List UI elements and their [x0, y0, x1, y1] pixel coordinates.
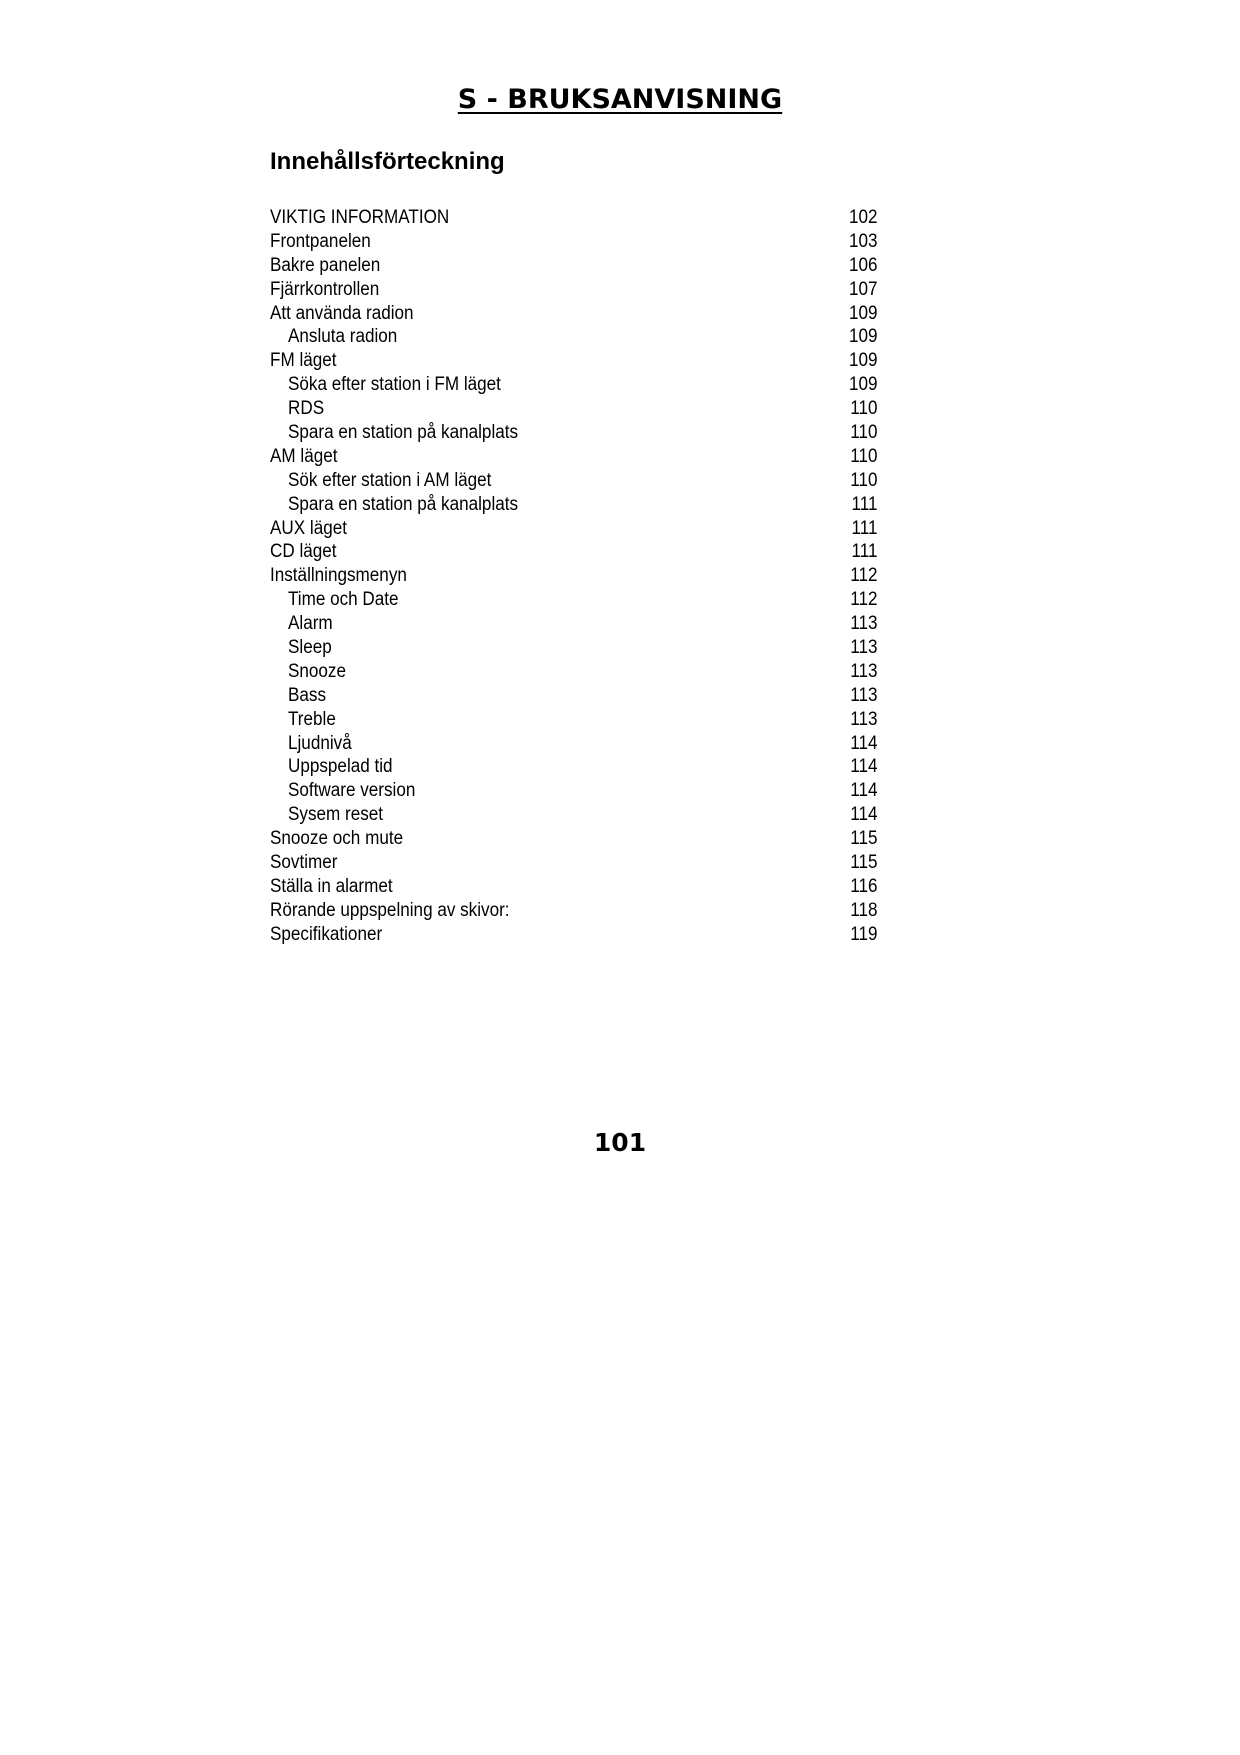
- toc-entry: [270, 588, 878, 612]
- toc-entry-page: 113: [850, 637, 878, 659]
- toc-entry-page: 113: [850, 660, 878, 682]
- toc-entry-page: 112: [850, 565, 878, 587]
- toc-entry-page: 109: [848, 302, 878, 324]
- document-heading: [0, 84, 1240, 115]
- toc-entry-page: 103: [848, 230, 878, 252]
- toc-entry-page: 112: [850, 589, 878, 611]
- toc-entry-page: 113: [850, 684, 878, 706]
- toc-entry: [270, 732, 878, 756]
- toc-entry-page: 116: [850, 875, 878, 897]
- toc-entry: [270, 851, 878, 875]
- toc-entry-page: 115: [850, 828, 878, 850]
- toc-entry: [270, 827, 878, 851]
- toc-entry-label: Ansluta radion: [288, 326, 398, 348]
- toc-entry: [270, 349, 878, 373]
- toc-entry-label: Spara en station på kanalplats: [288, 422, 519, 444]
- toc-entry: [270, 469, 878, 493]
- toc-entry-page: 114: [850, 780, 878, 802]
- toc-entry-label: Snooze: [288, 660, 347, 682]
- toc-entry-page: 102: [848, 207, 878, 228]
- toc-entry: [270, 684, 878, 708]
- toc-entry: [270, 564, 878, 588]
- toc-entry: [270, 421, 878, 445]
- toc-entry-label: Alarm: [288, 613, 333, 635]
- toc-entry-page: 110: [850, 469, 878, 491]
- toc-title: Innehållsförteckning: [270, 148, 505, 175]
- toc-entry-label: Sysem reset: [288, 804, 384, 826]
- toc-entry-label: Software version: [288, 780, 416, 802]
- toc-entry: [270, 445, 878, 469]
- toc-entry: [270, 899, 878, 923]
- toc-entry-label: CD läget: [270, 541, 337, 563]
- toc-entry-label: Sök efter station i AM läget: [288, 469, 492, 491]
- toc-entry: [270, 875, 878, 899]
- toc-entry-label: RDS: [288, 398, 325, 420]
- toc-entry-label: Spara en station på kanalplats: [288, 493, 519, 515]
- toc-entry-page: 118: [850, 899, 878, 921]
- toc-entry-label: VIKTIG INFORMATION: [270, 207, 450, 228]
- table-of-contents: [270, 206, 878, 947]
- toc-entry-label: AUX läget: [270, 517, 347, 539]
- toc-entry: [270, 660, 878, 684]
- toc-entry-page: 114: [850, 732, 878, 754]
- toc-entry-label: Sovtimer: [270, 852, 338, 874]
- toc-entry-page: 109: [848, 374, 878, 396]
- toc-entry-page: 111: [851, 493, 878, 515]
- toc-entry: [270, 540, 878, 564]
- toc-entry: [270, 278, 878, 302]
- toc-entry-page: 107: [848, 278, 878, 300]
- toc-entry: [270, 254, 878, 278]
- toc-entry-label: Söka efter station i FM läget: [288, 374, 501, 396]
- toc-entry-page: 110: [850, 445, 878, 467]
- toc-entry: [270, 803, 878, 827]
- toc-entry: [270, 517, 878, 541]
- toc-entry: [270, 636, 878, 660]
- toc-entry: [270, 302, 878, 326]
- toc-entry: [270, 373, 878, 397]
- toc-entry-page: 114: [850, 804, 878, 826]
- toc-entry-label: Frontpanelen: [270, 230, 371, 252]
- toc-entry: [270, 325, 878, 349]
- toc-entry-page: 110: [850, 398, 878, 420]
- toc-entry-label: Sleep: [288, 637, 332, 659]
- toc-entry-page: 111: [851, 517, 878, 539]
- toc-entry: [270, 230, 878, 254]
- toc-entry: [270, 206, 878, 230]
- toc-entry-page: 111: [851, 541, 878, 563]
- toc-entry-label: Att använda radion: [270, 302, 414, 324]
- toc-entry-label: AM läget: [270, 445, 338, 467]
- toc-entry: [270, 923, 878, 947]
- toc-entry: [270, 612, 878, 636]
- toc-entry: [270, 755, 878, 779]
- page-number: 101: [593, 1128, 647, 1157]
- toc-entry-label: Time och Date: [288, 589, 399, 611]
- toc-entry-page: 119: [850, 923, 878, 945]
- toc-entry-page: 110: [850, 422, 878, 444]
- toc-entry-label: FM läget: [270, 350, 337, 372]
- toc-entry-label: Bakre panelen: [270, 254, 381, 276]
- toc-entry-page: 113: [850, 613, 878, 635]
- toc-entry-label: Specifikationer: [270, 923, 383, 945]
- toc-entry: [270, 397, 878, 421]
- toc-entry: [270, 779, 878, 803]
- document-heading-text: S - BRUKSANVISNING: [457, 84, 783, 115]
- toc-entry-label: Rörande uppspelning av skivor:: [270, 899, 510, 921]
- toc-entry-page: 115: [850, 852, 878, 874]
- toc-entry-page: 113: [850, 708, 878, 730]
- toc-entry-label: Inställningsmenyn: [270, 565, 407, 587]
- toc-entry-label: Ställa in alarmet: [270, 875, 393, 897]
- toc-entry: [270, 493, 878, 517]
- toc-entry-label: Snooze och mute: [270, 828, 404, 850]
- toc-entry-label: Treble: [288, 708, 336, 730]
- toc-entry: [270, 708, 878, 732]
- toc-entry-page: 109: [848, 350, 878, 372]
- toc-entry-label: Ljudnivå: [288, 732, 352, 754]
- toc-entry-page: 114: [850, 756, 878, 778]
- toc-entry-label: Fjärrkontrollen: [270, 278, 380, 300]
- toc-entry-page: 109: [848, 326, 878, 348]
- toc-entry-page: 106: [848, 254, 878, 276]
- toc-entry-label: Bass: [288, 684, 327, 706]
- toc-entry-label: Uppspelad tid: [288, 756, 393, 778]
